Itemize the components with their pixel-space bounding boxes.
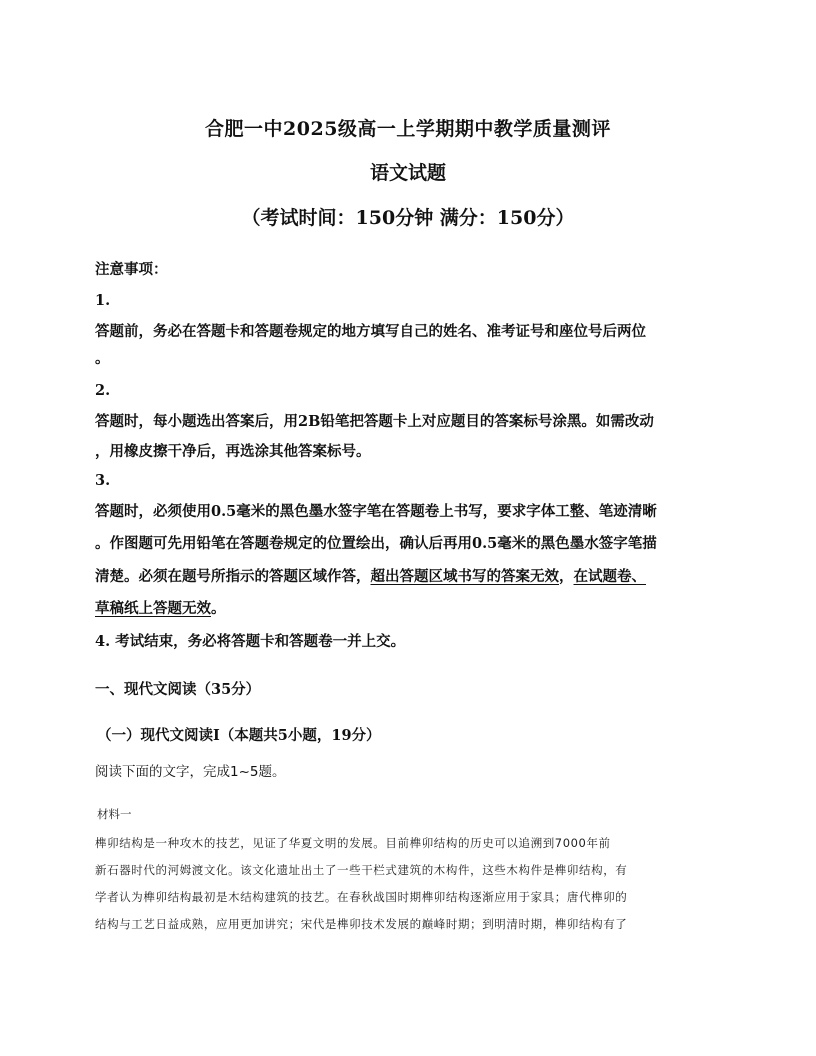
note-1-line-1: 答题前，务必在答题卡和答题卷规定的地方填写自己的姓名、准考证号和座位号后两位 <box>95 323 646 340</box>
note-3-line-4 <box>95 597 226 618</box>
note-3-underline-2: 在试题卷、 <box>573 568 646 585</box>
note-1-number: 1. <box>95 292 111 309</box>
note-3-underline-1: 超出答题区域书写的答案无效 <box>370 568 559 585</box>
reading-instruction: 阅读下面的文字，完成1~5题。 <box>95 764 286 780</box>
material-label: 材料一 <box>97 807 132 821</box>
note-3-underline-3: 草稿纸上答题无效 <box>95 600 211 617</box>
note-3-number: 3. <box>95 472 111 489</box>
subject-title: 语文试题 <box>369 162 446 184</box>
section-heading: 一、现代文阅读（35分） <box>95 681 261 698</box>
note-3-period: 。 <box>211 600 226 617</box>
note-2-line-1: 答题时，每小题选出答案后，用2B铅笔把答题卡上对应题目的答案标号涂黑。如需改动 <box>95 413 654 430</box>
subsection-heading: （一）现代文阅读Ⅰ（本题共5小题，19分） <box>97 727 381 744</box>
note-1-line-2: 。 <box>95 350 110 367</box>
note-3-line-1: 答题时，必须使用0.5毫米的黑色墨水签字笔在答题卷上书写，要求字体工整、笔迹清晰 <box>95 503 657 520</box>
note-3-line-3-text: 清楚。必须在题号所指示的答题区域作答， <box>95 568 371 585</box>
paragraph-line-2: 新石器时代的河姆渡文化。该文化遗址出土了一些干栏式建筑的木构件，这些木构件是榫卯结构，有 <box>95 863 628 877</box>
note-3-line-2: 。作图题可先用铅笔在答题卷规定的位置绘出，确认后再用0.5毫米的黑色墨水签字笔描 <box>95 535 657 552</box>
note-3-comma: ， <box>559 568 574 585</box>
note-3-line-3 <box>95 565 646 586</box>
exam-title: 合肥一中2025级高一上学期期中教学质量测评 <box>205 118 611 140</box>
note-4: 4. 考试结束，务必将答题卡和答题卷一并上交。 <box>95 633 406 650</box>
paragraph-line-3: 学者认为榫卯结构最初是木结构建筑的技艺。在春秋战国时期榫卯结构逐渐应用于家具；唐代榫卯的 <box>95 890 628 904</box>
exam-info: （考试时间：150分钟 满分：150分） <box>241 207 575 229</box>
paragraph-line-1: 榫卯结构是一种攻木的技艺，见证了华夏文明的发展。目前榫卯结构的历史可以追溯到7000年前 <box>95 836 611 850</box>
note-2-line-2: ，用橡皮擦干净后，再选涂其他答案标号。 <box>95 443 371 460</box>
notes-heading: 注意事项： <box>95 261 168 278</box>
note-2-number: 2. <box>95 382 111 399</box>
paragraph-line-4: 结构与工艺日益成熟，应用更加讲究；宋代是榫卯技术发展的巅峰时期；到明清时期，榫卯结构有了 <box>95 917 628 931</box>
